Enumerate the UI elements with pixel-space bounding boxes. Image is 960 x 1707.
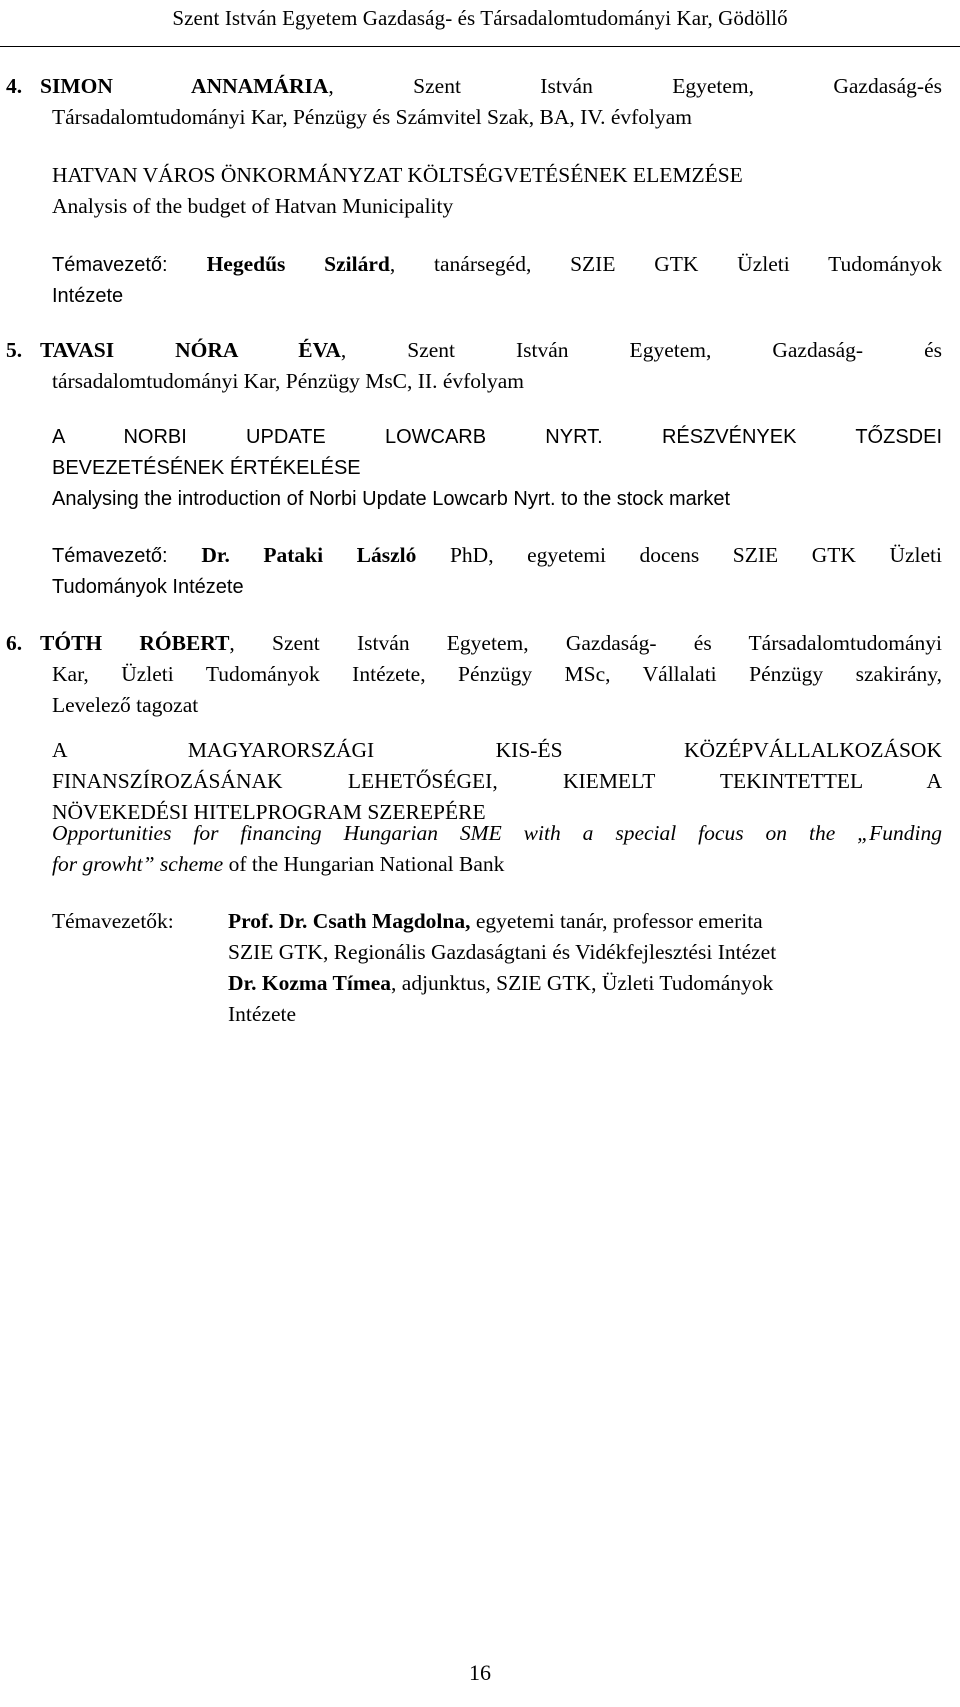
- author-affiliation-cont: társadalomtudományi Kar, Pénzügy MsC, II. évfolyam: [52, 369, 525, 393]
- author-affiliation: , Szent István Egyetem, Gazdaság- és Társadalomtudományi: [229, 631, 942, 655]
- title-en-tail: of the Hungarian National Bank: [223, 852, 505, 876]
- author-affiliation-cont: Kar, Üzleti Tudományok Intézete, Pénzügy MSc, Vállalati Pénzügy szakirány,: [52, 662, 942, 686]
- supervisor-affiliation-cont: SZIE GTK, Regionális Gazdaságtani és Vidékfejlesztési Intézet: [228, 940, 777, 964]
- supervisor-name: Hegedűs Szilárd: [206, 252, 390, 276]
- header-rule: [0, 46, 960, 47]
- supervisor-affiliation-cont: Tudományok Intézete: [52, 576, 244, 598]
- supervisor-affiliation: PhD, egyetemi docens SZIE GTK Üzleti: [416, 543, 942, 567]
- entry-4-title-hu: HATVAN VÁROS ÖNKORMÁNYZAT KÖLTSÉGVETÉSÉNEK ELEMZÉSE: [52, 163, 743, 187]
- entry-4-supervisor: [52, 249, 942, 312]
- supervisor-name: Dr. Pataki László: [201, 543, 417, 567]
- entry-6-title-hu: [52, 735, 942, 828]
- title-hu-line: A NORBI UPDATE LOWCARB NYRT. RÉSZVÉNYEK TŐZSDEI: [52, 426, 942, 448]
- supervisors-list: [228, 906, 942, 1030]
- running-header: Szent István Egyetem Gazdaság- és Társadalomtudományi Kar, Gödöllő: [172, 6, 788, 30]
- title-hu-line: BEVEZETÉSÉNEK ÉRTÉKELÉSE: [52, 457, 361, 479]
- supervisor-name: Prof. Dr. Csath Magdolna,: [228, 909, 471, 933]
- entry-number: 6.: [6, 631, 23, 655]
- supervisor-affiliation: egyetemi tanár, professor emerita: [470, 909, 763, 933]
- supervisor-name: Dr. Kozma Tímea: [228, 971, 392, 995]
- entry-5-supervisor: [52, 540, 942, 603]
- supervisor-label: Témavezető:: [52, 545, 202, 567]
- entry-6-title-en: [52, 818, 942, 880]
- title-en-line: Opportunities for financing Hungarian SME with a special focus on the „Funding: [52, 821, 942, 845]
- supervisor-affiliation: , adjunktus, SZIE GTK, Üzleti Tudományok: [391, 971, 774, 995]
- entry-6-supervisors: [52, 906, 942, 1036]
- author-affiliation: , Szent István Egyetem, Gazdaság- és: [340, 338, 942, 362]
- entry-6-author: [6, 628, 942, 721]
- entry-5-title-hu: [52, 422, 942, 484]
- entry-5-title-en: Analysing the introduction of Norbi Update Lowcarb Nyrt. to the stock market: [52, 488, 731, 510]
- supervisors-label: Témavezetők:: [52, 909, 174, 933]
- entry-number: 4.: [6, 74, 23, 98]
- supervisor-affiliation: , tanársegéd, SZIE GTK Üzleti Tudományok: [389, 252, 942, 276]
- author-affiliation-cont: Társadalomtudományi Kar, Pénzügy és Számvitel Szak, BA, IV. évfolyam: [52, 105, 693, 129]
- title-en-italic: for growht” scheme: [52, 852, 224, 876]
- author-name: TÓTH RÓBERT: [40, 631, 230, 655]
- author-affiliation: , Szent István Egyetem, Gazdaság-és: [328, 74, 943, 98]
- entry-5-author: [6, 335, 942, 397]
- supervisor-affiliation-cont: Intézete: [52, 285, 124, 307]
- author-affiliation-cont: Levelező tagozat: [52, 693, 199, 717]
- author-name: TAVASI NÓRA ÉVA: [40, 338, 341, 362]
- title-hu-line: FINANSZÍROZÁSÁNAK LEHETŐSÉGEI, KIEMELT TEKINTETTEL A: [52, 769, 942, 793]
- title-hu-line: A MAGYARORSZÁGI KIS-ÉS KÖZÉPVÁLLALKOZÁSOK: [52, 738, 942, 762]
- entry-4-title-en: Analysis of the budget of Hatvan Municipality: [52, 194, 454, 218]
- author-name: SIMON ANNAMÁRIA: [40, 74, 329, 98]
- supervisor-label: Témavezető:: [52, 254, 207, 276]
- title-hu-line: NÖVEKEDÉSI HITELPROGRAM SZEREPÉRE: [52, 800, 486, 824]
- entry-number: 5.: [6, 338, 23, 362]
- supervisor-affiliation-cont: Intézete: [228, 1002, 297, 1026]
- entry-4-author: [6, 71, 943, 133]
- page-number: 16: [469, 1660, 491, 1685]
